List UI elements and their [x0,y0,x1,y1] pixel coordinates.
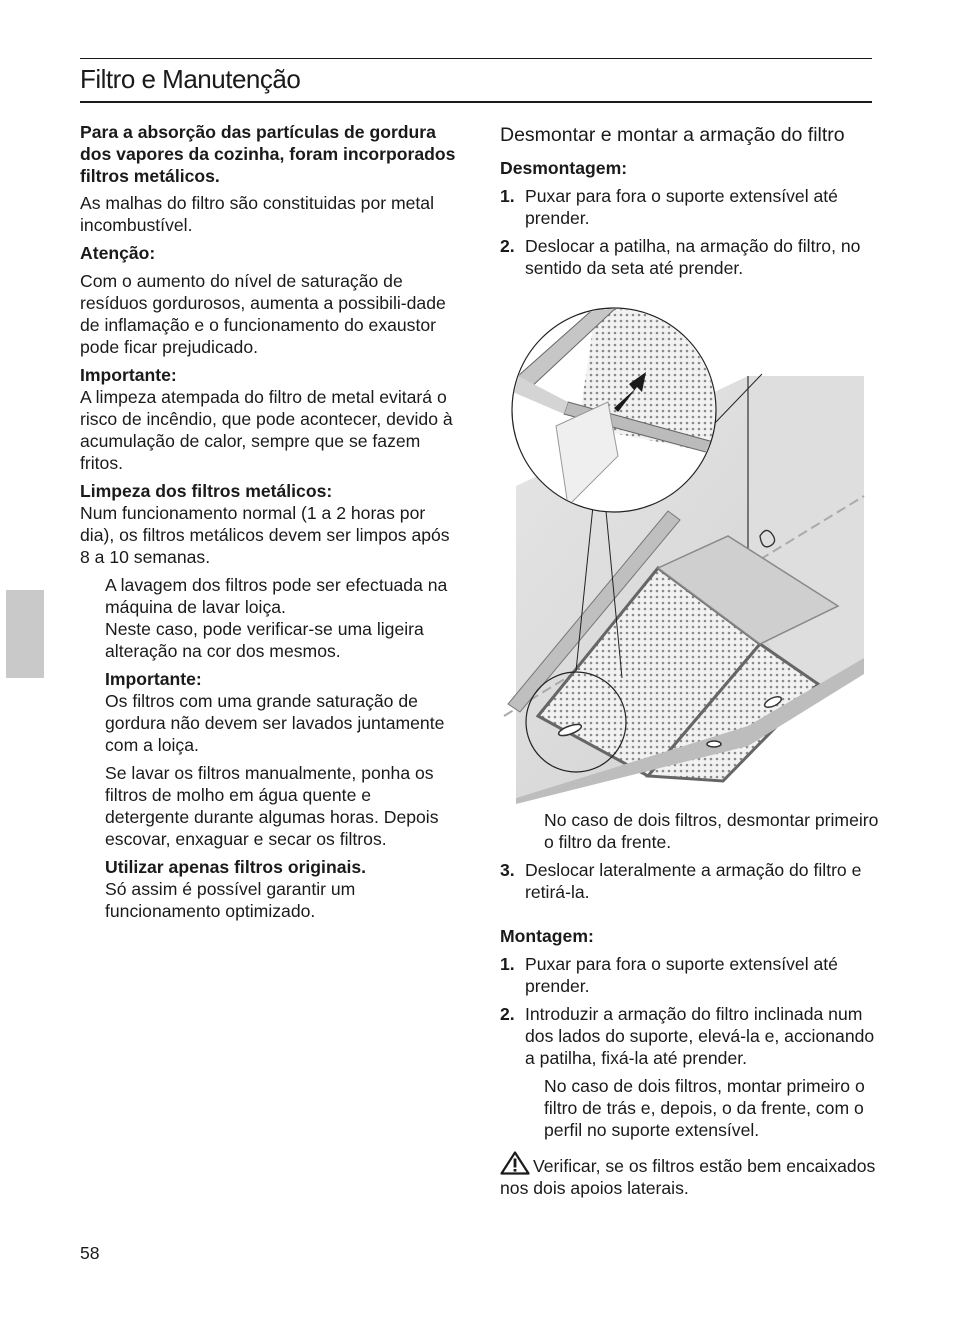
warning-paragraph [500,1151,880,1199]
two-filters-note: No caso de dois filtros, desmontar primeiro o filtro da frente. [544,810,879,852]
left-column [80,121,460,922]
filter-latch [707,741,721,747]
important-text: A limpeza atempada do filtro de metal evitará o risco de incêndio, que pode acontecer, devido à acumulação de calor, sempre que se fazem fritos. [80,387,453,473]
chapter-tab-marker [6,590,44,678]
cleaning-text: Num funcionamento normal (1 a 2 horas por dia), os filtros metálicos devem ser limpos após 8 a 10 semanas. [80,503,450,567]
original-filters-text: Só assim é possível garantir um funcionamento optimizado. [105,879,356,921]
filter-removal-illustration [498,306,870,804]
right-column-lower [500,809,880,1199]
dishwasher-note: Neste caso, pode verificar-se uma ligeira alteração na cor dos mesmos. [105,619,424,661]
page-title: Filtro e Manutenção [80,64,301,94]
dismantle-step: 1. Puxar para fora o suporte extensível até prender. [500,186,838,228]
section-title: Desmontar e montar a armação do filtro [500,124,845,146]
important-text-2: Os filtros com uma grande saturação de gordura não devem ser lavados juntamente com a loiça. [105,691,445,755]
dismantle-step-3 [500,859,880,903]
dismantle-step: 2. Deslocar a patilha, na armação do filtro, no sentido da seta até prender. [500,236,861,278]
warning-text: Verificar, se os filtros estão bem encaixados nos dois apoios laterais. [500,1156,876,1198]
assembly-heading: Montagem: [500,926,594,946]
assembly-step: 2. Introduzir a armação do filtro inclinada num dos lados do suporte, elevá-la e, accionando a patilha, fixá-la até prender. [500,1004,875,1068]
important-heading-2: Importante: [105,669,202,689]
assembly-step: 1. Puxar para fora o suporte extensível até prender. [500,954,838,996]
dismantle-steps [500,185,880,279]
dishwasher-text: A lavagem dos filtros pode ser efectuada na máquina de lavar loiça. [105,575,448,617]
important-heading: Importante: [80,365,177,385]
manual-cleaning-text: Se lavar os filtros manualmente, ponha os filtros de molho em água quente e detergente durante algumas horas. Depois escovar, enxaguar e secar os filtros. [105,763,439,849]
intro-bold-text: Para a absorção das partículas de gordura dos vapores da cozinha, foram incorporados filtros metálicos. [80,122,456,186]
attention-text: Com o aumento do nível de saturação de resíduos gordurosos, aumenta a possibili-dade de inflamação e o funcionamento do exaustor pode ficar prejudicado. [80,271,446,357]
cleaning-heading: Limpeza dos filtros metálicos: [80,481,333,501]
title-rule [80,101,872,103]
warning-triangle-icon [500,1151,530,1175]
dismantle-heading: Desmontagem: [500,158,628,178]
top-rule [80,58,872,59]
right-column [500,121,880,279]
page-number: 58 [80,1243,100,1263]
assembly-steps [500,953,880,1069]
intro-text: As malhas do filtro são constituidas por metal incombustível. [80,193,434,235]
original-filters-heading: Utilizar apenas filtros originais. [105,857,367,877]
attention-heading: Atenção: [80,243,156,263]
two-filters-note-assembly: No caso de dois filtros, montar primeiro o filtro de trás e, depois, o da frente, com o perfil no suporte extensível. [544,1076,865,1140]
dismantle-step: 3. Deslocar lateralmente a armação do filtro e retirá-la. [500,860,862,902]
